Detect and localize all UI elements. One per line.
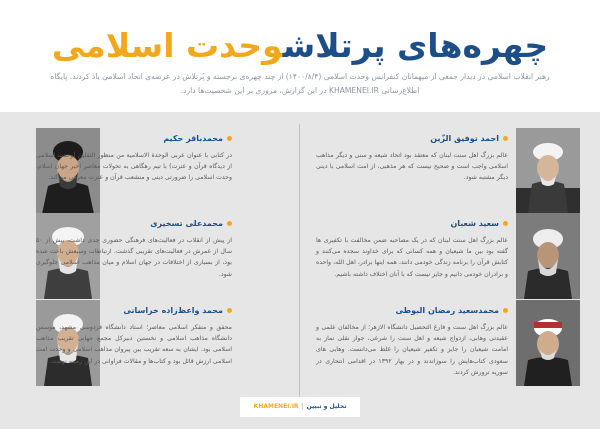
figure-name: محمدسعید رمضان البوطی [395,306,499,315]
figure-card-1 [315,128,580,216]
figure-card-4 [36,213,301,301]
figure-card-2 [36,128,301,216]
figure-name-row [36,304,232,318]
figure-name-row [36,217,232,231]
figure-text [36,132,232,184]
header [0,0,600,112]
figure-text [316,132,508,184]
bullet-dot [503,136,508,141]
figure-card-6 [36,300,301,388]
figure-description: محقق و متفکر اسلامی معاصر؛ استاد دانشگاه فردوسی مشهد، موسس دانشگاه مذاهب اسلامی و نخستین دبیرکل مجمع جهانی تقریب مذاهب اسلامی بود. ایشان به سعه تقریب بین پیروان مذاهب اسلامی و وحدت امت اسلامی ارزش قائل بود و کتاب‌ها و مقالات فراوانی در این زمینه نوشت. [36,324,232,365]
footer-label: تحلیل و تبیین [306,403,347,410]
figure-card-5 [315,300,580,388]
figure-description: عالم بزرگ اهل سنت و فارغ التحصیل دانشگاه الازهر؛ از مخالفان علمی و عقیدتی وهابی، ازدواج شیعه و اهل سنت را شرعی، جواز نقلی نماز به امامت شیعیان را جایز و تکفیر شیعیان را غلط می‌دانست. وهابی های سعودی کتاب‌هایش را سوزاندند و در بهار ۱۳۹۲ در اقدامی انتحاری در سوریه ترورش کردند. [316,324,508,376]
figure-description: عالم بزرگ اهل سنت لبنان که معتقد بود اتحاد شیعه و سنی و دیگر مذاهب اسلامی واجب است و صحیح نیست که هر مذهبی، از امت اسلامی با دینی دیگر مشتبه شود. [316,152,508,182]
figure-description: در کتابی با عنوان عربی الوحدة الاسلامیة من منظور الثقلین (وحدت اسلامی از دیدگاه قرآن و عترت) با تیم رهگاهی به تحولات معاصر اخیر جهان اسلام، وحدت اسلامی را ضرورتی دینی و منشعب قرآن و عترت معرفی می‌کند. [36,152,232,182]
title-part-1: چهره‌های پرتلاش [282,26,549,65]
figure-description: عالم بزرگ اهل سنت لبنان که در یک مصاحبه ضمن مخالفت با تکفیری ها گفته بود بین ما شیعیان و همه کسانی که برای خداوند سجده می‌کنند و کتابش قرآن را برنامه زندگی خودمی دانند، همه اینها برادر، اهل الله، واحده و برادران خودمی دانیم و جایز نیست که با آنان اختلاف داشته باشیم. [316,237,508,278]
footer-separator: | [301,403,304,410]
figure-name-row [316,217,508,231]
figure-text [36,217,232,280]
figure-text [316,304,508,378]
figure-description: از پیش از انقلاب در فعالیت‌های فرهنگی حضوری جدی داشت، بیش از ۵۰ سال از عمرش در فعالیت‌های تقریبی گذشت. ارتباطات وسیعش باعث شده بود، از بسیاری از اختلافات در جهان اسلام و میان مذاهب اسلامی جلوگیری شود. [36,237,232,278]
portrait-photo [516,300,580,386]
bullet-dot [227,136,232,141]
figure-name-row [316,304,508,318]
page-title [0,22,600,70]
figure-name: محمد واعظ‌زاده خراسانی [123,306,223,315]
figure-name-row [36,132,232,146]
footer-credit [240,397,360,417]
figure-name: احمد توفیق الزّین [430,134,499,143]
figure-name: محمدعلی تسخیری [150,219,223,228]
bullet-dot [227,221,232,226]
title-part-2: وحدت اسلامی [51,26,283,65]
portrait-photo [516,213,580,299]
figure-name: محمدباقر حکیم [163,134,223,143]
intro-text: رهبر انقلاب اسلامی در دیدار جمعی از میهمانان کنفرانس وحدت اسلامی (۱۴۰۰/۸/۴) از چند چهره‌ی برجسته و پُرتلاش در عرصه‌ی اتحاد اسلامی یاد کردند. پایگاه اطلاع‌رسانی KHAMENEI.IR در این گزارش، مروری بر این شخصیت‌ها دارد. [50,72,550,95]
footer-site[interactable]: KHAMENEI.IR [253,403,299,410]
figure-name-row [316,132,508,146]
bullet-dot [503,221,508,226]
figure-text [316,217,508,280]
figure-name: سعید شعبان [450,219,499,228]
portrait-photo [516,128,580,214]
bullet-dot [227,308,232,313]
bullet-dot [503,308,508,313]
figure-card-3 [315,213,580,301]
figure-text [36,304,232,367]
